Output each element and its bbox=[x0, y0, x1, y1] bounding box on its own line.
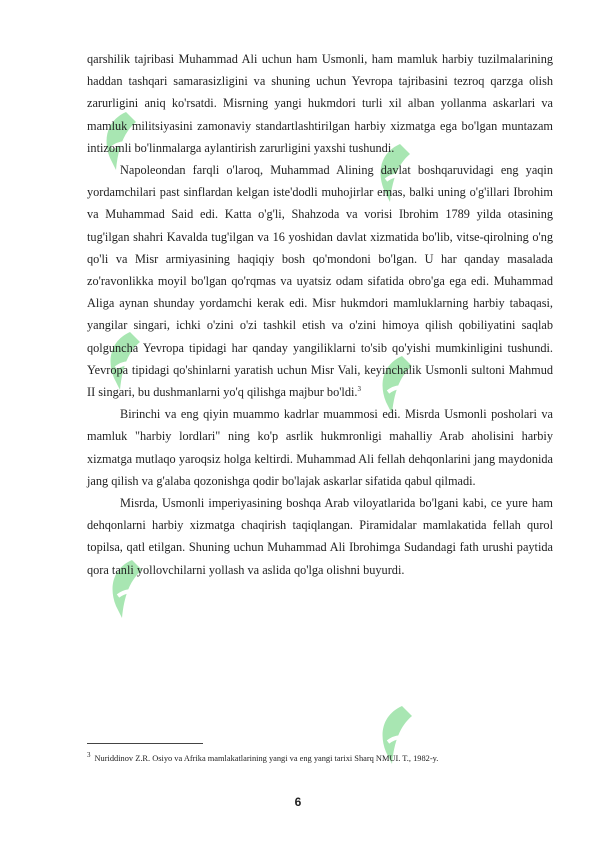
body-text bbox=[87, 48, 553, 581]
paragraph bbox=[87, 159, 553, 403]
footnote-reference[interactable]: 3 bbox=[357, 384, 361, 393]
footnote-divider bbox=[87, 743, 203, 744]
page-number: 6 bbox=[294, 795, 302, 809]
footnote-text: Nuriddinov Z.R. Osiyo va Afrika mamlakatlarining yangi va eng yangi tarixi Sharq NMUI. T., 1982-y. bbox=[94, 753, 439, 763]
paragraph: Misrda, Usmonli imperiyasining boshqa Arab viloyatlarida bo'lgani kabi, ce yure ham dehqonlarni harbiy xizmatga chaqirish taqiqlangan. Piramidalar mamlakatida fellah qurol topilsa, qatl etilgan. Shuning uchun Muhammad Ali Ibrohimga Sudandagi fath urushi paytida qora tanli yollovchilarni yollash va aslida qo'lga olishni buyurdi. bbox=[87, 496, 553, 577]
footnote-number: 3 bbox=[87, 751, 91, 759]
paragraph: Birinchi va eng qiyin muammo kadrlar muammosi edi. Misrda Usmonli posholari va mamluk "harbiy lordlari" ning ko'p asrlik hukmronligi mahalliy Arab aholisini harbiy xizmatga mutlaqo yaroqsiz holga keltirdi. Muhammad Ali fellah dehqonlarini jang maydonida jang qilish va g'alaba qozonishga qodir bo'lajak askarlar sifatida qabul qilmadi. bbox=[87, 407, 553, 488]
paragraph: qarshilik tajribasi Muhammad Ali uchun ham Usmonli, ham mamluk harbiy tuzilmalarining haddan tashqari samarasizligini va shuning uchun Yevropa tajribasini tezroq qarzga olish zarurligini aniq ko'rsatdi. Misrning yangi hukmdori turli xil alban yollanma askarlari va mamluk militsiyasini zamonaviy standartlashtirilgan harbiy xizmatga ega bo'lgan muntazam intizomli bo'linmalarga aylantirish zarurligini yaxshi tushundi. bbox=[87, 52, 553, 155]
footnote bbox=[87, 751, 553, 763]
paragraph-text: Napoleondan farqli o'laroq, Muhammad Alining davlat boshqaruvidagi eng yaqin yordamchilari past sinflardan kelgan iste'dodli muhojirlar emas, balki uning o'g'illari Ibrohim va Muhammad Said edi. Katta o'g'li, Shahzoda va vorisi Ibrohim 1789 yilda otasining tug'ilgan shahri Kavalda tug'ilgan va 16 yoshidan davlat xizmatida bo'lib, vitse-qirolning o'ng qo'li va Misr armiyasining haqiqiy bosh qo'mondoni bo'lgan. U har qanday masalada zo'ravonlikka moyil bo'lgan qo'rqmas va uyatsiz odam sifatida obro'ga ega edi. Muhammad Aliga aynan shunday yordamchi kerak edi. Misr hukmdori mamluklarning harbiy tabaqasi, yangilar singari, ichki o'zini o'zi tashkil etish va o'zini himoya qilish qobiliyatini saqlab qolguncha Yevropa tipidagi har qanday yangiliklarni to'sib qo'yishi mumkinligini tushundi. Yevropa tipidagi qo'shinlarni yaratish uchun Misr Vali, keyinchalik Usmonli sultoni Mahmud II singari, bu dushmanlarni yo'q qilishga majbur bo'ldi. bbox=[87, 163, 553, 400]
